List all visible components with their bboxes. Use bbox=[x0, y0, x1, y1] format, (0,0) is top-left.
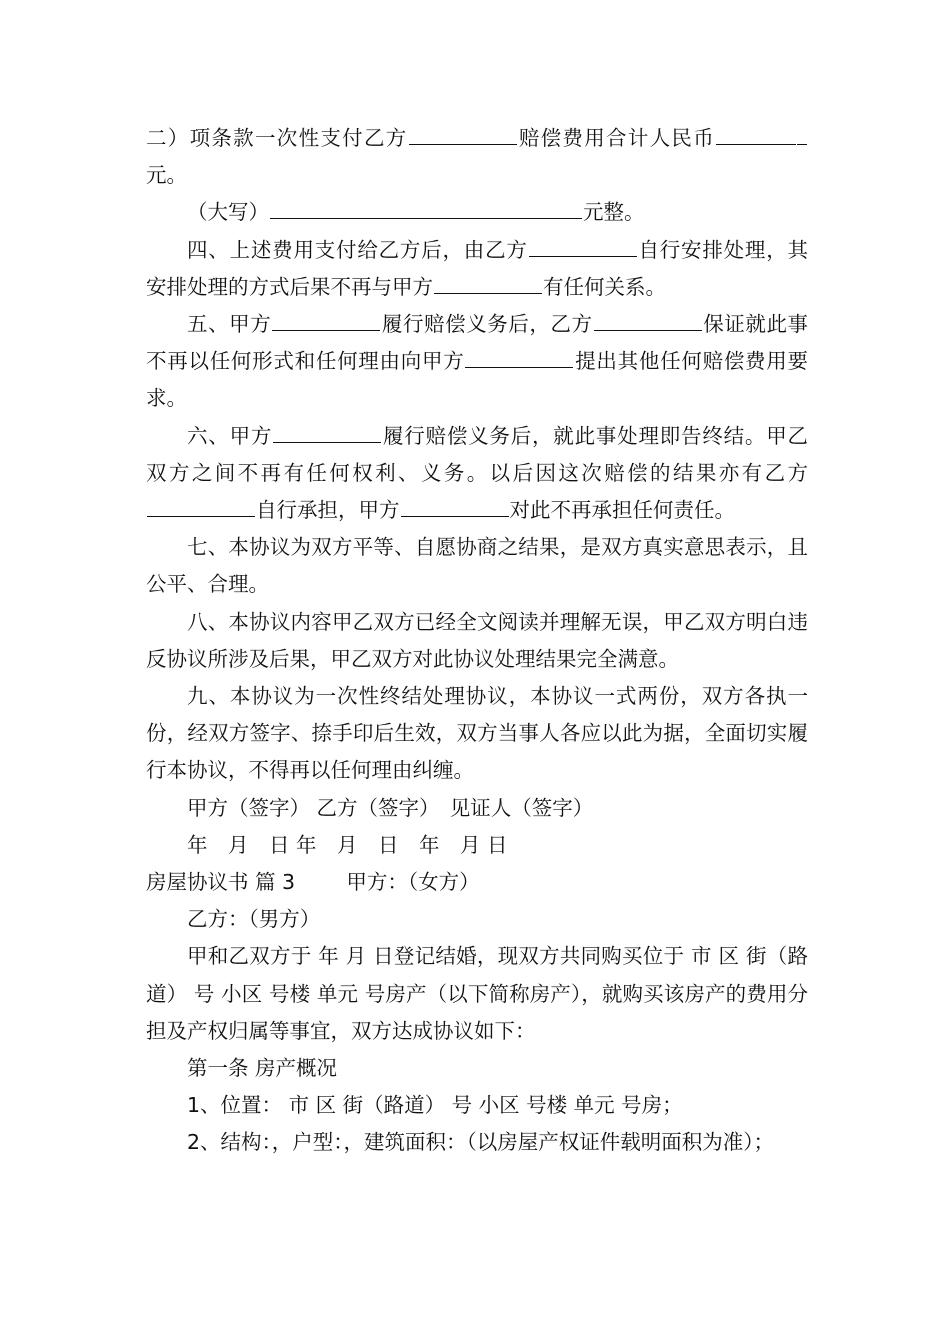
clause-amount-in-words bbox=[146, 194, 808, 231]
clause-payment-text-c: 元。 bbox=[146, 163, 187, 188]
date-line: 年 月 日 年 月 日 年 月 日 bbox=[187, 832, 508, 857]
blank-line bbox=[716, 122, 796, 145]
party-a-label: 甲方：（女方） bbox=[346, 870, 480, 895]
article-one-location: 1、位置： 市 区 街（路道） 号 小区 号楼 单元 号房； bbox=[187, 1093, 683, 1118]
blank-line bbox=[797, 122, 807, 145]
clause-seven: 七、本协议为双方平等、自愿协商之结果，是双方真实意思表示，且公平、合理。 bbox=[146, 535, 808, 597]
party-b-label: 乙方：（男方） bbox=[187, 907, 321, 932]
section-title: 房屋协议书 篇 3 bbox=[146, 870, 296, 895]
blank-line bbox=[270, 197, 582, 220]
clause-four-text-b: 自行安排处理，其安排处理的方式后果不再与甲方 bbox=[146, 237, 809, 299]
blank-line bbox=[401, 495, 509, 518]
blank-line bbox=[465, 346, 573, 369]
article-one-heading: 第一条 房产概况 bbox=[187, 1056, 338, 1081]
clause-amount-text-a: （大写） bbox=[187, 200, 269, 225]
clause-six-text-a: 六、甲方 bbox=[187, 423, 273, 448]
document-body bbox=[146, 120, 808, 1162]
article-one-structure: 2、结构：，户型：，建筑面积：（以房屋产权证件载明面积为准）； bbox=[187, 1130, 775, 1155]
blank-line bbox=[529, 234, 637, 257]
clause-four-text-a: 四、上述费用支付给乙方后，由乙方 bbox=[187, 237, 528, 262]
clause-payment bbox=[146, 120, 808, 194]
blank-line bbox=[272, 309, 380, 332]
clause-five-text-a: 五、甲方 bbox=[187, 312, 272, 337]
clause-amount-text-b: 元整。 bbox=[583, 200, 645, 225]
blank-line bbox=[434, 271, 542, 294]
clause-payment-text-a: 二）项条款一次性支付乙方 bbox=[146, 126, 408, 150]
blank-line bbox=[147, 495, 255, 518]
clause-payment-text-b: 赔偿费用合计人民币 bbox=[517, 126, 716, 150]
blank-line bbox=[409, 122, 517, 145]
clause-four-text-c: 有任何关系。 bbox=[543, 274, 666, 299]
signature-line: 甲方（签字） 乙方（签字） 见证人（签字） bbox=[187, 795, 594, 820]
clause-six bbox=[146, 418, 808, 530]
clause-six-text-d: 对此不再承担任何责任。 bbox=[509, 498, 735, 523]
clause-eight: 八、本协议内容甲乙双方已经全文阅读并理解无误，甲乙双方明白违反协议所涉及后果，甲乙双方对此协议处理结果完全满意。 bbox=[146, 609, 808, 671]
blank-line bbox=[594, 309, 702, 332]
clause-six-text-c: 自行承担，甲方 bbox=[256, 498, 400, 523]
clause-nine: 九、本协议为一次性终结处理协议，本协议一式两份，双方各执一份，经双方签字、捺手印后生效，双方当事人各应以此为据，全面切实履行本协议，不得再以任何理由纠缠。 bbox=[146, 684, 808, 783]
blank-line bbox=[273, 420, 381, 443]
clause-six-text-b: 履行赔偿义务后，就此事处理即告终结。甲乙双方之间不再有任何权利、义务。以后因这次赔偿的结果亦有乙方 bbox=[146, 423, 809, 485]
clause-five bbox=[146, 306, 808, 418]
clause-four bbox=[146, 232, 808, 306]
agreement-intro: 甲和乙双方于 年 月 日登记结婚，现双方共同购买位于 市 区 街（路道） 号 小区 号楼 单元 号房产（以下简称房产），就购买该房产的费用分担及产权归属等事宜，双方达成协议如下： bbox=[146, 944, 808, 1043]
section-heading bbox=[146, 864, 808, 901]
clause-five-text-b: 履行赔偿义务后，乙方 bbox=[381, 312, 593, 337]
clause-five-text-d: 提出其他任何赔偿费用要求。 bbox=[146, 349, 809, 411]
clause-five-text-c: 保证就此事不再以任何形式和任何理由向甲方 bbox=[146, 312, 809, 374]
